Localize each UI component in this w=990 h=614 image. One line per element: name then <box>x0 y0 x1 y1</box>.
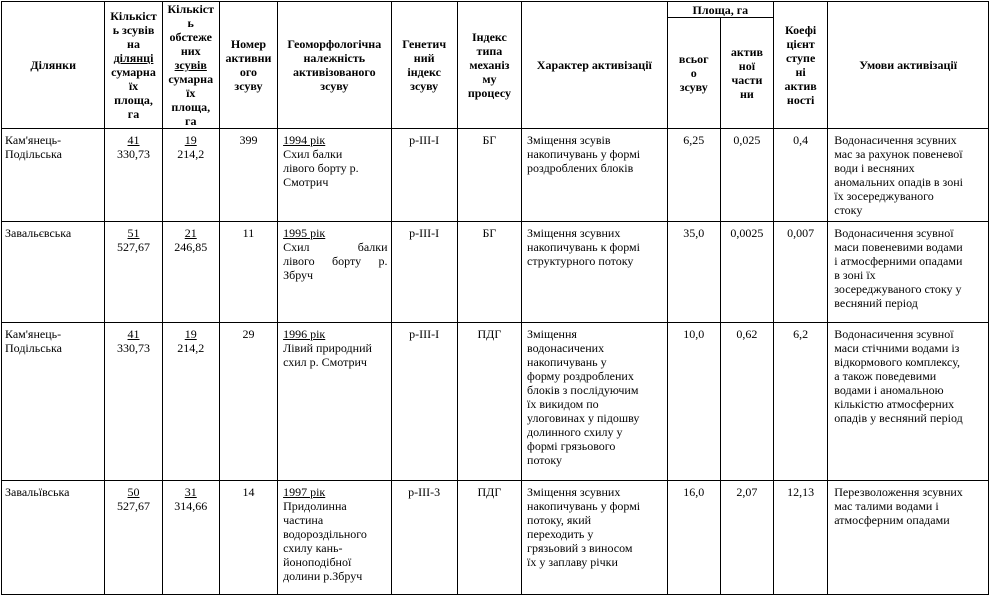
landslide-activation-table <box>1 1 989 595</box>
header-area-active: актив ної части ни <box>720 18 773 129</box>
table-row <box>2 222 989 323</box>
count-cell: 50 527,67 <box>105 481 162 595</box>
character-cell: Зміщення водонасичених накопичувань у форму роздроблених блоків з послідуючим їх викидом по улоговинах у підошву долинного схилу у формі грязьового потоку <box>522 323 668 481</box>
area-active-cell: 0,62 <box>720 323 773 481</box>
geomorphology-cell: 1997 рік Придолинна частина водороздільного схилу кань- йоноподібної долини р.Збруч <box>278 481 391 595</box>
coefficient-cell: 0,4 <box>774 129 828 222</box>
number-cell: 29 <box>219 323 277 481</box>
genetic-cell: р-ІІІ-І <box>391 222 457 323</box>
character-cell: Зміщення зсувних накопичувань к формі структурного потоку <box>522 222 668 323</box>
conditions-cell: Водонасичення зсувної маси стічними водами із відкормового комплексу, а також поведевими водами і аномальною кількістю атмосферних опадів у весняний період <box>828 323 989 481</box>
character-cell: Зміщення зсувних накопичувань у формі потоку, який переходить у грязьовий з виносом їх у заплаву річки <box>522 481 668 595</box>
site-cell: Кам'янець- Подільська <box>2 129 105 222</box>
geomorphology-cell: 1994 рік Схил балки лівого борту р. Смотрич <box>278 129 391 222</box>
number-cell: 399 <box>219 129 277 222</box>
area-total-cell: 16,0 <box>667 481 720 595</box>
mechanism-cell: ПДГ <box>457 481 521 595</box>
geomorphology-cell: 1996 рік Лівий природний схил р. Смотрич <box>278 323 391 481</box>
header-genetic-index: Генетич ний індекс зсуву <box>391 2 457 129</box>
surveyed-cell: 31 314,66 <box>162 481 219 595</box>
area-total-cell: 10,0 <box>667 323 720 481</box>
coefficient-cell: 12,13 <box>774 481 828 595</box>
conditions-cell: Водонасичення зсувної маси повеневими водами і атмосферними опадами в зоні їх зосереджуваного стоку у весняний період <box>828 222 989 323</box>
site-cell: Завальєвська <box>2 222 105 323</box>
header-geomorphology: Геоморфологічна належність активізованого зсуву <box>278 2 391 129</box>
header-conditions: Умови активізації <box>828 2 989 129</box>
mechanism-cell: БГ <box>457 129 521 222</box>
header-area: Площа, га <box>667 2 773 18</box>
header-character: Характер активізації <box>522 2 668 129</box>
header-coefficient: Коефі цієнт ступе ні актив ності <box>774 2 828 129</box>
conditions-cell: Водонасичення зсувних мас за рахунок повеневої води і весняних аномальних опадів в зоні їх зосереджуваного стоку <box>828 129 989 222</box>
number-cell: 14 <box>219 481 277 595</box>
character-cell: Зміщення зсувів накопичувань у формі роздроблених блоків <box>522 129 668 222</box>
geomorphology-cell: 1995 рік Схил балки лівого борту р. Збруч <box>278 222 391 323</box>
site-cell: Завальївська <box>2 481 105 595</box>
table-row <box>2 323 989 481</box>
table-row <box>2 481 989 595</box>
header-mechanism-index: Індекс типа механіз му процесу <box>457 2 521 129</box>
area-total-cell: 35,0 <box>667 222 720 323</box>
count-cell: 41 330,73 <box>105 323 162 481</box>
mechanism-cell: БГ <box>457 222 521 323</box>
surveyed-cell: 19 214,2 <box>162 129 219 222</box>
surveyed-cell: 19 214,2 <box>162 323 219 481</box>
coefficient-cell: 6,2 <box>774 323 828 481</box>
count-cell: 51 527,67 <box>105 222 162 323</box>
site-cell: Кам'янець- Подільська <box>2 323 105 481</box>
coefficient-cell: 0,007 <box>774 222 828 323</box>
header-surveyed: Кількіст ь обстеже них зсувів сумарна їх площа, га <box>162 2 219 129</box>
header-number: Номер активни ого зсуву <box>219 2 277 129</box>
table-row <box>2 129 989 222</box>
count-cell: 41 330,73 <box>105 129 162 222</box>
area-active-cell: 0,0025 <box>720 222 773 323</box>
genetic-cell: р-ІІІ-І <box>391 129 457 222</box>
header-area-total: всьог о зсуву <box>667 18 720 129</box>
genetic-cell: р-ІІІ-І <box>391 323 457 481</box>
number-cell: 11 <box>219 222 277 323</box>
area-active-cell: 2,07 <box>720 481 773 595</box>
area-active-cell: 0,025 <box>720 129 773 222</box>
area-total-cell: 6,25 <box>667 129 720 222</box>
header-site: Ділянки <box>2 2 105 129</box>
genetic-cell: р-ІІІ-3 <box>391 481 457 595</box>
surveyed-cell: 21 246,85 <box>162 222 219 323</box>
mechanism-cell: ПДГ <box>457 323 521 481</box>
header-count: Кількіст ь зсувів на ділянці сумарна їх площа, га <box>105 2 162 129</box>
conditions-cell: Перезволоження зсувних мас талими водами і атмосферним опадами <box>828 481 989 595</box>
